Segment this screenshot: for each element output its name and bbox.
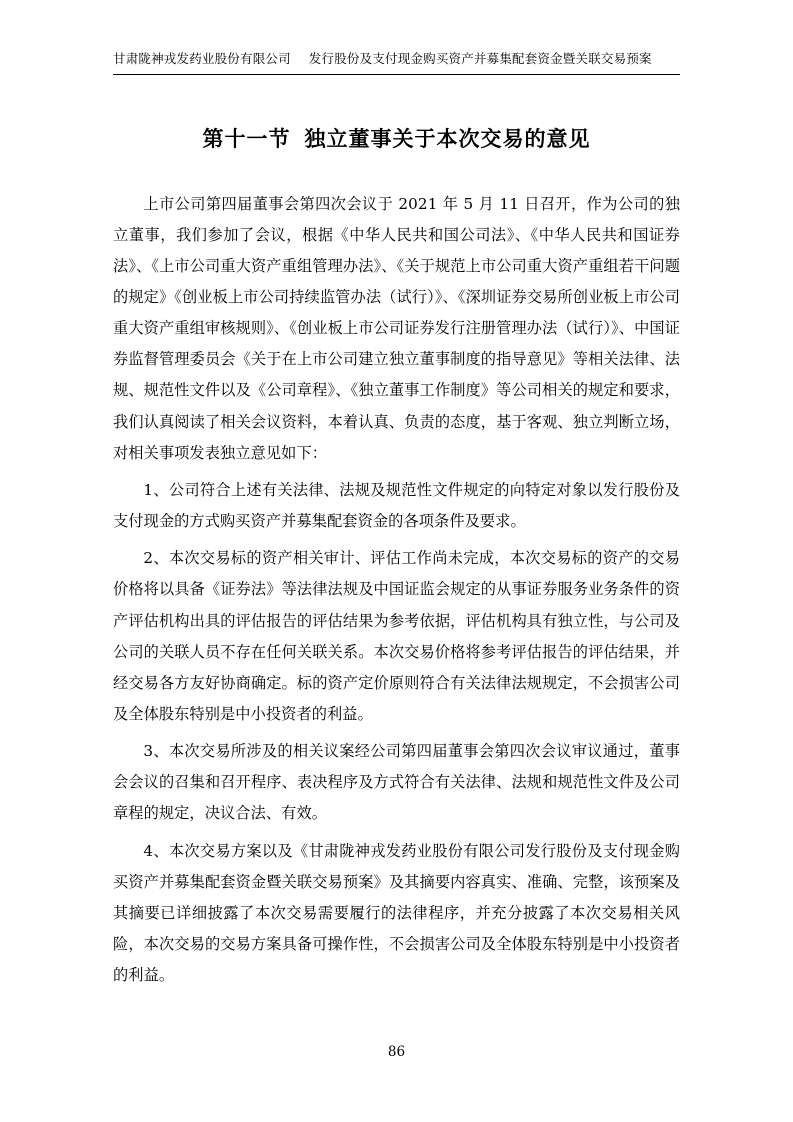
body-paragraph: 2、本次交易标的资产相关审计、评估工作尚未完成，本次交易标的资产的交易价格将以具备《证券法》等法律法规及中国证监会规定的从事证券服务业务条件的资产评估机构出具的评估报告的评估结果为参考依据，评估机构具有独立性，与公司及公司的关联人员不存在任何关联关系。本次交易价格将参考评估报告的评估结果，并经交易各方友好协商确定。标的资产定价原则符合有关法律法规规定，不会损害公司及全体股东特别是中小投资者的利益。 <box>113 549 680 723</box>
page-header <box>113 50 680 74</box>
header-document-name: 发行股份及支付现金购买资产并募集配套资金暨关联交易预案 <box>308 51 652 66</box>
page-number: 86 <box>387 1044 406 1060</box>
page-content <box>113 50 680 997</box>
body-paragraph: 1、公司符合上述有关法律、法规及规范性文件规定的向特定对象以发行股份及支付现金的方式购买资产并募集配套资金的各项条件及要求。 <box>113 480 680 531</box>
page-title <box>113 123 680 153</box>
body-paragraph: 3、本次交易所涉及的相关议案经公司第四届董事会第四次会议审议通过，董事会会议的召集和召开程序、表决程序及方式符合有关法律、法规和规范性文件及公司章程的规定，决议合法、有效。 <box>113 742 680 823</box>
section-number: 第十一节 <box>202 125 291 151</box>
body-paragraph: 上市公司第四届董事会第四次会议于 2021 年 5 月 11 日召开，作为公司的独立董事，我们参加了会议，根据《中华人民共和国公司法》、《中华人民共和国证券法》、《上市公司重大资产重组管理办法》、《关于规范上市公司重大资产重组若干问题的规定》《创业板上市公司持续监管办法（试行）》、《深圳证券交易所创业板上市公司重大资产重组审核规则》、《创业板上市公司证券发行注册管理办法（试行）》、中国证券监督管理委员会《关于在上市公司建立独立董事制度的指导意见》等相关法律、法规、规范性文件以及《公司章程》、《独立董事工作制度》等公司相关的规定和要求，我们认真阅读了相关会议资料，本着认真、负责的态度，基于客观、独立判断立场，对相关事项发表独立意见如下： <box>113 194 680 462</box>
body-paragraph: 4、本次交易方案以及《甘肃陇神戎发药业股份有限公司发行股份及支付现金购买资产并募集配套资金暨关联交易预案》及其摘要内容真实、准确、完整，该预案及其摘要已详细披露了本次交易需要履行的法律程序，并充分披露了本次交易相关风险，本次交易的交易方案具备可操作性，不会损害公司及全体股东特别是中小投资者的利益。 <box>113 841 680 985</box>
section-name: 独立董事关于本次交易的意见 <box>304 125 591 151</box>
header-divider <box>113 74 680 75</box>
header-company-name: 甘肃陇神戎发药业股份有限公司 <box>113 51 291 66</box>
